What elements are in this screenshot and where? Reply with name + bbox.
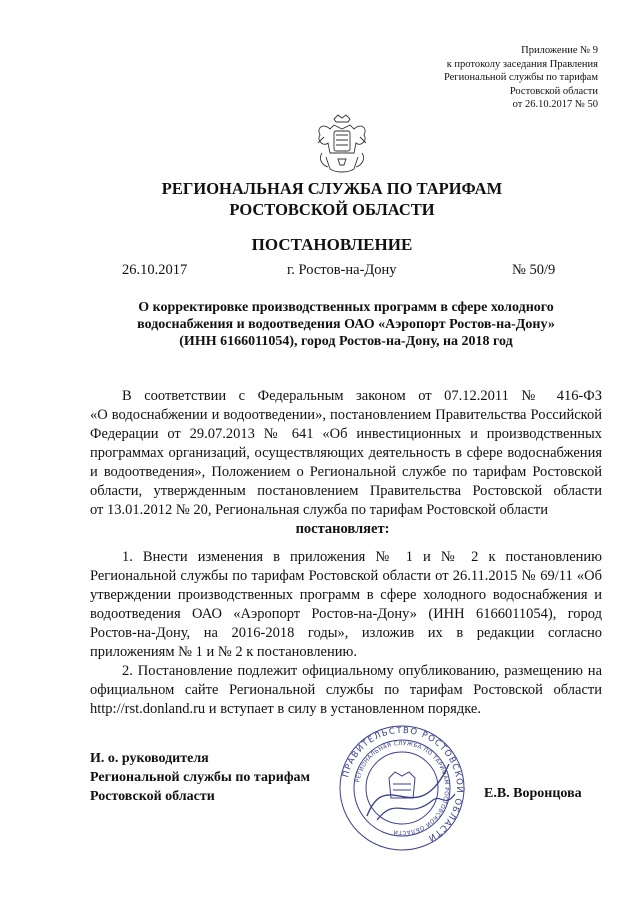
subject-line: водоснабжения и водоотведения ОАО «Аэропорт Ростов-на-Дону» — [137, 317, 555, 332]
appendix-line: к протоколу заседания Правления — [446, 58, 598, 70]
clause-1-line: Региональной службы по тарифам Ростовской области от 26.11.2015 № 69/11 «Об — [90, 568, 602, 584]
clause-1-line: 1. Внести изменения в приложения № 1 и № 2 к постановлению — [122, 549, 602, 565]
document-type: ПОСТАНОВЛЕНИЕ — [251, 235, 413, 254]
appendix-line: Приложение № 9 — [521, 45, 598, 56]
clause-2-line: официальном сайте Региональной службы по тарифам Ростовской области — [90, 682, 602, 698]
preamble-line: области, утвержденным постановлением Правительства Ростовской области — [90, 483, 602, 499]
seal-outer-text: ПРАВИТЕЛЬСТВО РОСТОВСКОЙ ОБЛАСТИ — [341, 725, 465, 844]
preamble-line: В соответствии с Федеральным законом от 07.12.2011 № 416-ФЗ — [122, 388, 602, 404]
org-line: РЕГИОНАЛЬНАЯ СЛУЖБА ПО ТАРИФАМ — [161, 179, 503, 198]
seal-emblem-lines — [393, 784, 411, 790]
subject-line: (ИНН 6166011054), город Ростов-на-Дону, на 2018 год — [179, 334, 513, 349]
clause-1-line: Ростов-на-Дону, на 2016-2018 годы», изложив их в редакции согласно — [90, 625, 602, 641]
preamble-line: «О водоснабжении и водоотведении», постановлением Правительства Российской — [90, 407, 602, 423]
preamble-line: от 13.01.2012 № 20, Региональная служба по тарифам Ростовской области — [90, 502, 549, 518]
resolves-heading: постановляет: — [295, 521, 390, 537]
document-number: № 50/9 — [512, 262, 556, 278]
signatory-line: Региональной службы по тарифам — [90, 770, 311, 785]
coat-of-arms-icon — [312, 113, 372, 175]
document-subject — [90, 299, 602, 350]
official-seal-icon — [337, 724, 467, 852]
preamble-line: программах организаций, осуществляющих деятельность в сфере водоснабжения — [90, 445, 602, 461]
clause-1-line: утверждении производственных программ в сфере холодного водоснабжения и — [90, 587, 602, 603]
preamble-paragraph — [90, 387, 602, 520]
seal-inner-text: РЕГИОНАЛЬНАЯ СЛУЖБА ПО ТАРИФАМ РОСТОВСКОЙ ОБЛАСТИ — [355, 740, 450, 836]
seal-inner-ring — [366, 752, 438, 824]
appendix-line: от 26.10.2017 № 50 — [512, 99, 598, 111]
clause-2-line: 2. Постановление подлежит официальному опубликованию, размещению на — [122, 663, 602, 679]
document-date: 26.10.2017 — [122, 262, 188, 278]
clause-2-line: http://rst.donland.ru и вступает в силу в установленном порядке. — [90, 701, 481, 717]
preamble-line: Федерации от 29.07.2013 № 641 «Об инвестиционных и производственных — [90, 426, 602, 442]
signatory-line: И. о. руководителя — [90, 751, 209, 766]
preamble-line: и водоотведения», Положением о Региональной службе по тарифам Ростовской — [90, 464, 602, 480]
signatory-title — [90, 749, 310, 806]
signatory-name: Е.В. Воронцова — [484, 786, 582, 801]
clauses — [90, 548, 602, 719]
appendix-note — [378, 44, 598, 112]
clause-1-line: водоотведения ОАО «Аэропорт Ростов-на-Дону» (ИНН 6166011054), город — [90, 606, 602, 622]
signatory-line: Ростовской области — [90, 789, 215, 804]
appendix-line: Ростовской области — [509, 85, 598, 97]
subject-line: О корректировке производственных программ в сфере холодного — [138, 300, 554, 315]
appendix-line: Региональной службы по тарифам — [443, 72, 598, 84]
seal-middle-ring — [354, 740, 450, 836]
organization-name — [0, 178, 640, 220]
document-city: г. Ростов-на-Дону — [287, 262, 397, 278]
org-line: РОСТОВСКОЙ ОБЛАСТИ — [229, 200, 435, 219]
clause-1-line: приложениям № 1 и № 2 к постановлению. — [90, 644, 357, 660]
seal-emblem — [389, 772, 415, 798]
